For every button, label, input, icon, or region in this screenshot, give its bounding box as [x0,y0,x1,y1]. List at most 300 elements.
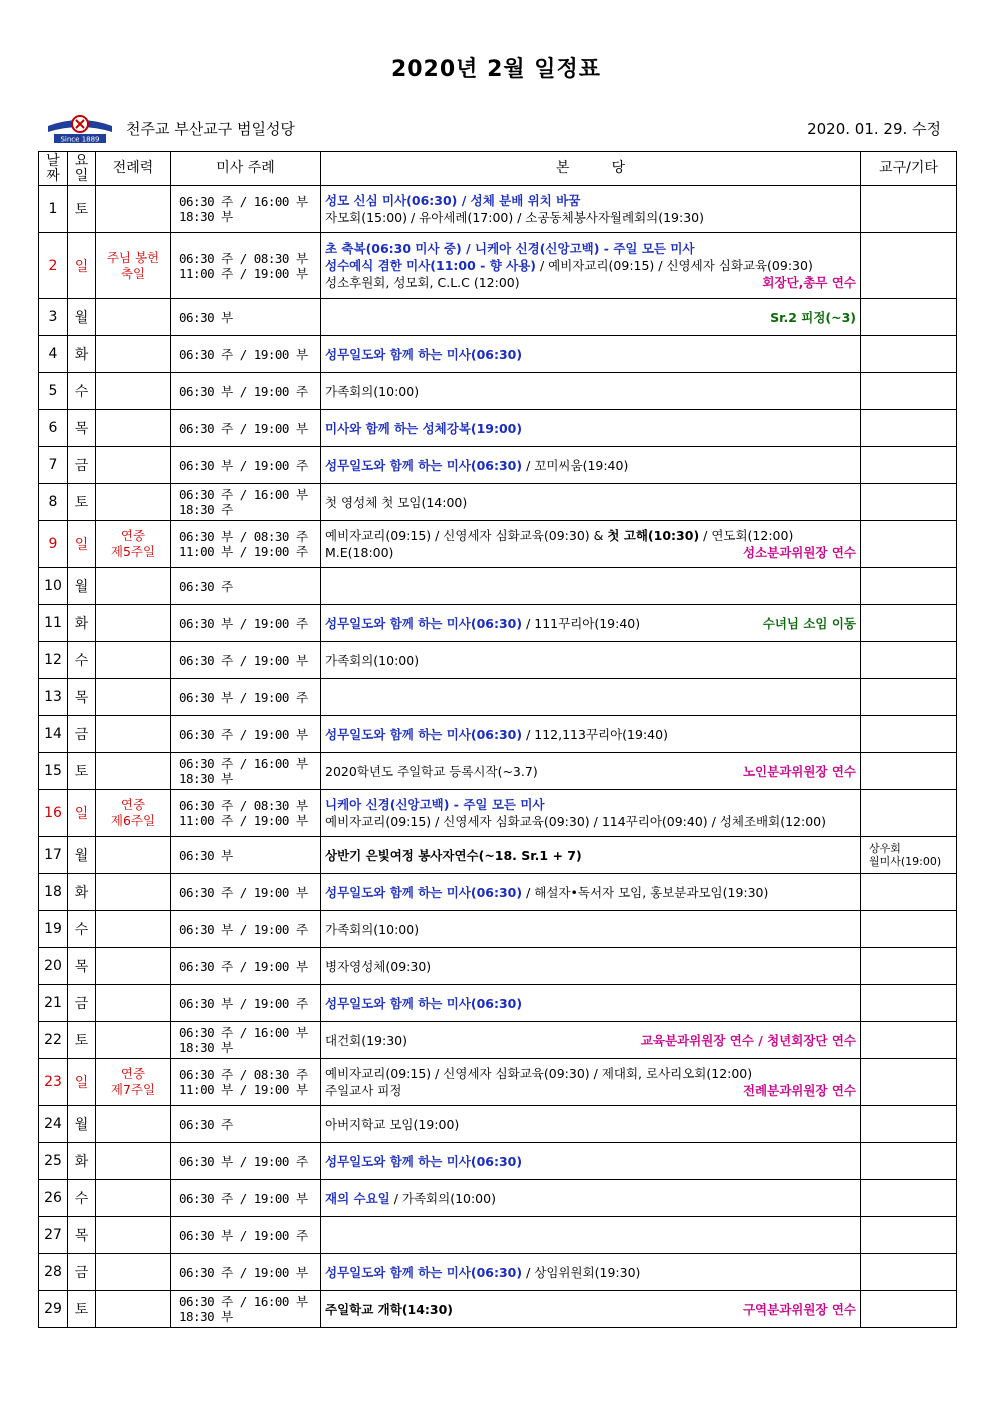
day-cell: 20 [39,948,68,985]
event-text: 2020학년도 주일학교 등록시작(~3.7) [325,763,538,779]
weekday-cell: 목 [68,1217,96,1254]
table-row [39,985,957,1022]
liturgy-cell [96,1022,171,1059]
parish-events-cell [321,1291,861,1328]
liturgy-cell [96,1106,171,1143]
weekday-cell: 월 [68,837,96,874]
weekday-cell: 월 [68,568,96,605]
event-text: 주일학교 개학(14:30) [325,1301,454,1317]
liturgy-cell [96,605,171,642]
parish-events-cell [321,985,861,1022]
mass-cell: 06:30 부 / 19:00 주 [171,1143,321,1180]
weekday-cell: 금 [68,716,96,753]
event-text: 성무일도와 함께 하는 미사(06:30) [325,615,523,631]
parish-events-cell [321,373,861,410]
event-text: / 연도회(12:00) [699,528,794,543]
event-text: / 해설자•독서자 모임, 홍보분과모임(19:30) [522,884,769,900]
day-cell: 14 [39,716,68,753]
day-cell: 16 [39,790,68,837]
diocese-other-cell [861,299,957,336]
parish-events-cell [321,336,861,373]
parish-events-cell [321,874,861,911]
event-line [325,346,856,363]
diocese-other-cell [861,985,957,1022]
diocese-other-cell [861,716,957,753]
parish-events-cell [321,948,861,985]
event-text: 성수예식 겸한 미사(11:00 - 향 사용) [325,258,536,273]
parish-events-cell [321,837,861,874]
event-line [325,257,856,274]
liturgy-cell: 연중 제7주일 [96,1059,171,1106]
weekday-cell: 토 [68,1022,96,1059]
header-day: 날짜 [39,152,68,186]
event-text: 니케아 신경(신앙고백) - 주일 모든 미사 [325,797,545,812]
day-cell: 5 [39,373,68,410]
event-note: 수녀님 소임 이동 [762,615,856,631]
parish-events-cell [321,1022,861,1059]
weekday-cell: 토 [68,753,96,790]
event-text: 성무일도와 함께 하는 미사(06:30) [325,884,523,900]
event-line [325,958,856,975]
table-row [39,299,957,336]
diocese-other-cell [861,521,957,568]
event-line [325,813,856,830]
liturgy-cell [96,716,171,753]
diocese-other-cell [861,605,957,642]
weekday-cell: 수 [68,1180,96,1217]
table-row [39,790,957,837]
mass-cell: 06:30 부 / 19:00 주 [171,1217,321,1254]
weekday-cell: 목 [68,679,96,716]
event-line [325,1082,856,1099]
liturgy-cell [96,447,171,484]
event-line [325,689,856,706]
event-note: Sr.2 피정(~3) [770,309,856,325]
weekday-cell: 월 [68,1106,96,1143]
table-row [39,568,957,605]
event-line [325,1032,856,1049]
weekday-cell: 목 [68,410,96,447]
event-text: 아버지학교 모임(19:00) [325,1116,460,1132]
liturgy-cell [96,874,171,911]
event-line [325,544,856,561]
weekday-cell: 월 [68,299,96,336]
event-line [325,1065,856,1082]
event-line [325,420,856,437]
table-row [39,1106,957,1143]
mass-cell: 06:30 부 / 19:00 주 [171,679,321,716]
parish-events-cell [321,790,861,837]
event-text: 미사와 함께 하는 성체강복(19:00) [325,420,523,436]
day-cell: 22 [39,1022,68,1059]
liturgy-cell [96,837,171,874]
diocese-other-cell [861,753,957,790]
event-note: 회장단,총무 연수 [762,275,856,290]
event-line [325,240,856,257]
diocese-other-cell [861,336,957,373]
day-cell: 11 [39,605,68,642]
event-line [325,1153,856,1170]
revision-date: 2020. 01. 29. 수정 [807,120,941,138]
day-cell: 7 [39,447,68,484]
event-line [325,1264,856,1281]
diocese-other-cell [861,1254,957,1291]
weekday-cell: 금 [68,985,96,1022]
event-text: 예비자교리(09:15) / 신영세자 심화교육(09:30) / 114꾸리아(09:40) / 성체조배회(12:00) [325,814,826,829]
weekday-cell: 토 [68,186,96,233]
liturgy-cell [96,753,171,790]
parish-events-cell [321,1143,861,1180]
event-text: 성무일도와 함께 하는 미사(06:30) [325,457,523,473]
table-row [39,948,957,985]
mass-cell: 06:30 부 / 19:00 주 [171,373,321,410]
header-weekday: 요일 [68,152,96,186]
liturgy-cell [96,484,171,521]
event-text: / 꼬미씨움(19:40) [522,457,629,473]
parish-events-cell [321,1106,861,1143]
liturgy-cell [96,985,171,1022]
event-text: 성무일도와 함께 하는 미사(06:30) [325,1153,523,1169]
day-cell: 1 [39,186,68,233]
diocese-other-cell [861,1143,957,1180]
table-row [39,373,957,410]
liturgy-cell [96,1254,171,1291]
diocese-other-cell [861,1180,957,1217]
liturgy-cell [96,299,171,336]
day-cell: 19 [39,911,68,948]
weekday-cell: 토 [68,484,96,521]
mass-cell: 06:30 부 [171,299,321,336]
event-line [325,763,856,780]
mass-cell: 06:30 부 / 19:00 주 [171,605,321,642]
event-text: 자모회(15:00) / 유아세례(17:00) / 소공동체봉사자월례회의(19:30) [325,210,704,225]
header-liturgy: 전례력 [96,152,171,186]
event-text: 성소후원회, 성모회, C.L.C (12:00) [325,275,520,290]
table-row [39,233,957,299]
mass-cell: 06:30 부 / 08:30 주 11:00 부 / 19:00 주 [171,521,321,568]
liturgy-cell: 연중 제6주일 [96,790,171,837]
weekday-cell: 화 [68,336,96,373]
parish-events-cell [321,410,861,447]
day-cell: 21 [39,985,68,1022]
day-cell: 25 [39,1143,68,1180]
parish-events-cell [321,605,861,642]
diocese-other-cell [861,568,957,605]
weekday-cell: 일 [68,233,96,299]
event-line [325,921,856,938]
table-row [39,1143,957,1180]
event-text: 성무일도와 함께 하는 미사(06:30) [325,346,523,362]
diocese-other-cell: 상우회 월미사(19:00) [861,837,957,874]
event-note: 교육분과위원장 연수 / 청년회장단 연수 [640,1032,856,1048]
table-row [39,521,957,568]
liturgy-cell [96,948,171,985]
table-row [39,1291,957,1328]
liturgy-cell [96,568,171,605]
day-cell: 10 [39,568,68,605]
weekday-cell: 화 [68,1143,96,1180]
liturgy-cell [96,410,171,447]
day-cell: 15 [39,753,68,790]
parish-events-cell [321,911,861,948]
parish-events-cell [321,568,861,605]
mass-cell: 06:30 주 / 19:00 부 [171,1180,321,1217]
logo-text: Since 1889 [60,135,100,144]
event-line [325,847,856,864]
table-row [39,837,957,874]
event-line [325,995,856,1012]
mass-cell: 06:30 주 / 19:00 부 [171,642,321,679]
weekday-cell: 화 [68,874,96,911]
diocese-other-cell [861,410,957,447]
event-text: 병자영성체(09:30) [325,958,432,974]
event-line [325,274,856,291]
event-line [325,457,856,474]
liturgy-cell [96,1217,171,1254]
diocese-other-cell [861,447,957,484]
event-text: 예비자교리(09:15) / 신영세자 심화교육(09:30) / 제대회, 로사리오회(12:00) [325,1066,753,1081]
table-row [39,874,957,911]
schedule-table [38,151,957,1328]
liturgy-cell [96,1180,171,1217]
mass-cell: 06:30 주 / 16:00 부 18:30 부 [171,186,321,233]
table-row [39,484,957,521]
mass-cell: 06:30 주 / 19:00 부 [171,948,321,985]
mass-cell: 06:30 부 / 19:00 주 [171,911,321,948]
mass-cell: 06:30 부 [171,837,321,874]
table-row [39,753,957,790]
event-text: 성무일도와 함께 하는 미사(06:30) [325,995,523,1011]
diocese-other-cell [861,1291,957,1328]
event-line [325,726,856,743]
event-line [325,1190,856,1207]
mass-cell: 06:30 주 / 16:00 부 18:30 부 [171,753,321,790]
event-text: 상반기 은빛여정 봉사자연수(~18. Sr.1 + 7) [325,847,582,863]
event-text: 가족회의(10:00) [325,652,420,668]
parish-events-cell [321,642,861,679]
liturgy-cell [96,1291,171,1328]
diocese-other-cell [861,373,957,410]
event-text: / 예비자교리(09:15) / 신영세자 심화교육(09:30) [536,258,813,273]
event-line [325,1227,856,1244]
diocese-other-cell [861,233,957,299]
diocese-other-cell [861,1106,957,1143]
day-cell: 23 [39,1059,68,1106]
parish-events-cell [321,484,861,521]
event-text: / 가족회의(10:00) [389,1190,496,1206]
weekday-cell: 일 [68,1059,96,1106]
day-cell: 17 [39,837,68,874]
day-cell: 9 [39,521,68,568]
weekday-cell: 일 [68,521,96,568]
table-row [39,716,957,753]
event-text: 주일교사 피정 [325,1083,402,1098]
weekday-cell: 수 [68,911,96,948]
day-cell: 3 [39,299,68,336]
table-row [39,1217,957,1254]
event-note: 성소분과위원장 연수 [742,545,856,560]
parish-events-cell [321,521,861,568]
weekday-cell: 목 [68,948,96,985]
table-header-row [39,152,957,186]
day-cell: 6 [39,410,68,447]
mass-cell: 06:30 주 / 08:30 부 11:00 주 / 19:00 부 [171,790,321,837]
event-line [325,309,856,326]
event-line [325,652,856,669]
weekday-cell: 금 [68,447,96,484]
table-row [39,1059,957,1106]
table-row [39,642,957,679]
parish-events-cell [321,1254,861,1291]
table-row [39,1180,957,1217]
diocese-other-cell [861,484,957,521]
day-cell: 26 [39,1180,68,1217]
event-text: 성무일도와 함께 하는 미사(06:30) [325,1264,523,1280]
day-cell: 4 [39,336,68,373]
diocese-other-cell [861,911,957,948]
document-header [44,112,941,146]
table-row [39,911,957,948]
liturgy-cell [96,373,171,410]
diocese-other-cell [861,948,957,985]
mass-cell: 06:30 주 / 08:30 주 11:00 부 / 19:00 부 [171,1059,321,1106]
diocese-other-cell [861,1059,957,1106]
event-text: 첫 고해(10:30) [607,528,700,543]
day-cell: 18 [39,874,68,911]
parish-events-cell [321,753,861,790]
event-line [325,209,856,226]
mass-cell: 06:30 주 / 08:30 부 11:00 주 / 19:00 부 [171,233,321,299]
liturgy-cell [96,1143,171,1180]
event-text: 예비자교리(09:15) / 신영세자 심화교육(09:30) & [325,528,608,543]
event-text: 대건회(19:30) [325,1032,408,1048]
liturgy-cell [96,911,171,948]
mass-cell: 06:30 부 / 19:00 주 [171,447,321,484]
day-cell: 2 [39,233,68,299]
mass-cell: 06:30 주 / 19:00 부 [171,336,321,373]
liturgy-cell [96,186,171,233]
parish-events-cell [321,679,861,716]
liturgy-cell [96,679,171,716]
weekday-cell: 화 [68,605,96,642]
mass-cell: 06:30 주 / 16:00 부 18:30 주 [171,484,321,521]
liturgy-cell [96,336,171,373]
event-text: 성모 신심 미사(06:30) / 성체 분배 위치 바꿈 [325,193,581,208]
table-row [39,336,957,373]
liturgy-cell: 주님 봉헌 축일 [96,233,171,299]
event-note: 전례분과위원장 연수 [742,1083,856,1098]
table-row [39,679,957,716]
event-text: / 111꾸리아(19:40) [522,615,641,631]
event-text: 재의 수요일 [325,1190,390,1206]
event-line [325,1301,856,1318]
mass-cell: 06:30 부 / 19:00 주 [171,985,321,1022]
header-other: 교구/기타 [861,152,957,186]
page-title: 2020년 2월 일정표 [390,57,602,82]
event-text: 가족회의(10:00) [325,383,420,399]
event-line [325,884,856,901]
table-row [39,1254,957,1291]
day-cell: 13 [39,679,68,716]
diocese-other-cell [861,679,957,716]
table-row [39,186,957,233]
table-row [39,1022,957,1059]
diocese-other-cell [861,874,957,911]
day-cell: 8 [39,484,68,521]
table-row [39,605,957,642]
parish-events-cell [321,233,861,299]
diocese-other-cell [861,1022,957,1059]
parish-events-cell [321,1059,861,1106]
parish-events-cell [321,447,861,484]
weekday-cell: 토 [68,1291,96,1328]
event-text: 첫 영성체 첫 모임(14:00) [325,494,468,510]
day-cell: 12 [39,642,68,679]
parish-logo-icon [44,112,116,144]
event-line [325,1116,856,1133]
mass-cell: 06:30 주 / 19:00 부 [171,1254,321,1291]
day-cell: 27 [39,1217,68,1254]
table-row [39,447,957,484]
parish-events-cell [321,186,861,233]
mass-cell: 06:30 주 [171,1106,321,1143]
event-line [325,796,856,813]
parish-events-cell [321,1217,861,1254]
diocese-other-cell [861,1217,957,1254]
event-text: 가족회의(10:00) [325,921,420,937]
event-text: / 상임위원회(19:30) [522,1264,641,1280]
event-line [325,192,856,209]
liturgy-cell: 연중 제5주일 [96,521,171,568]
mass-cell: 06:30 주 / 19:00 부 [171,716,321,753]
event-note: 노인분과위원장 연수 [742,763,856,779]
event-line [325,615,856,632]
event-line [325,383,856,400]
liturgy-cell [96,642,171,679]
event-line [325,578,856,595]
day-cell: 28 [39,1254,68,1291]
mass-cell: 06:30 주 / 19:00 부 [171,874,321,911]
weekday-cell: 일 [68,790,96,837]
weekday-cell: 수 [68,642,96,679]
mass-cell: 06:30 주 [171,568,321,605]
weekday-cell: 수 [68,373,96,410]
parish-events-cell [321,1180,861,1217]
diocese-other-cell [861,790,957,837]
event-text: 성무일도와 함께 하는 미사(06:30) [325,726,523,742]
mass-cell: 06:30 주 / 16:00 부 18:30 부 [171,1022,321,1059]
event-text: 초 축복(06:30 미사 중) / 니케아 신경(신앙고백) - 주일 모든 미사 [325,241,695,256]
parish-events-cell [321,716,861,753]
mass-cell: 06:30 주 / 16:00 부 18:30 부 [171,1291,321,1328]
parish-name: 천주교 부산교구 범일성당 [126,120,295,138]
header-mass: 미사 주례 [171,152,321,186]
event-text: / 112,113꾸리아(19:40) [522,726,668,742]
table-row [39,410,957,447]
diocese-other-cell [861,186,957,233]
event-text: M.E(18:00) [325,545,394,560]
mass-cell: 06:30 주 / 19:00 부 [171,410,321,447]
diocese-other-cell [861,642,957,679]
day-cell: 24 [39,1106,68,1143]
header-main: 본 당 [321,152,861,186]
event-line [325,527,856,544]
parish-events-cell [321,299,861,336]
day-cell: 29 [39,1291,68,1328]
weekday-cell: 금 [68,1254,96,1291]
event-note: 구역분과위원장 연수 [742,1301,856,1317]
event-line [325,494,856,511]
